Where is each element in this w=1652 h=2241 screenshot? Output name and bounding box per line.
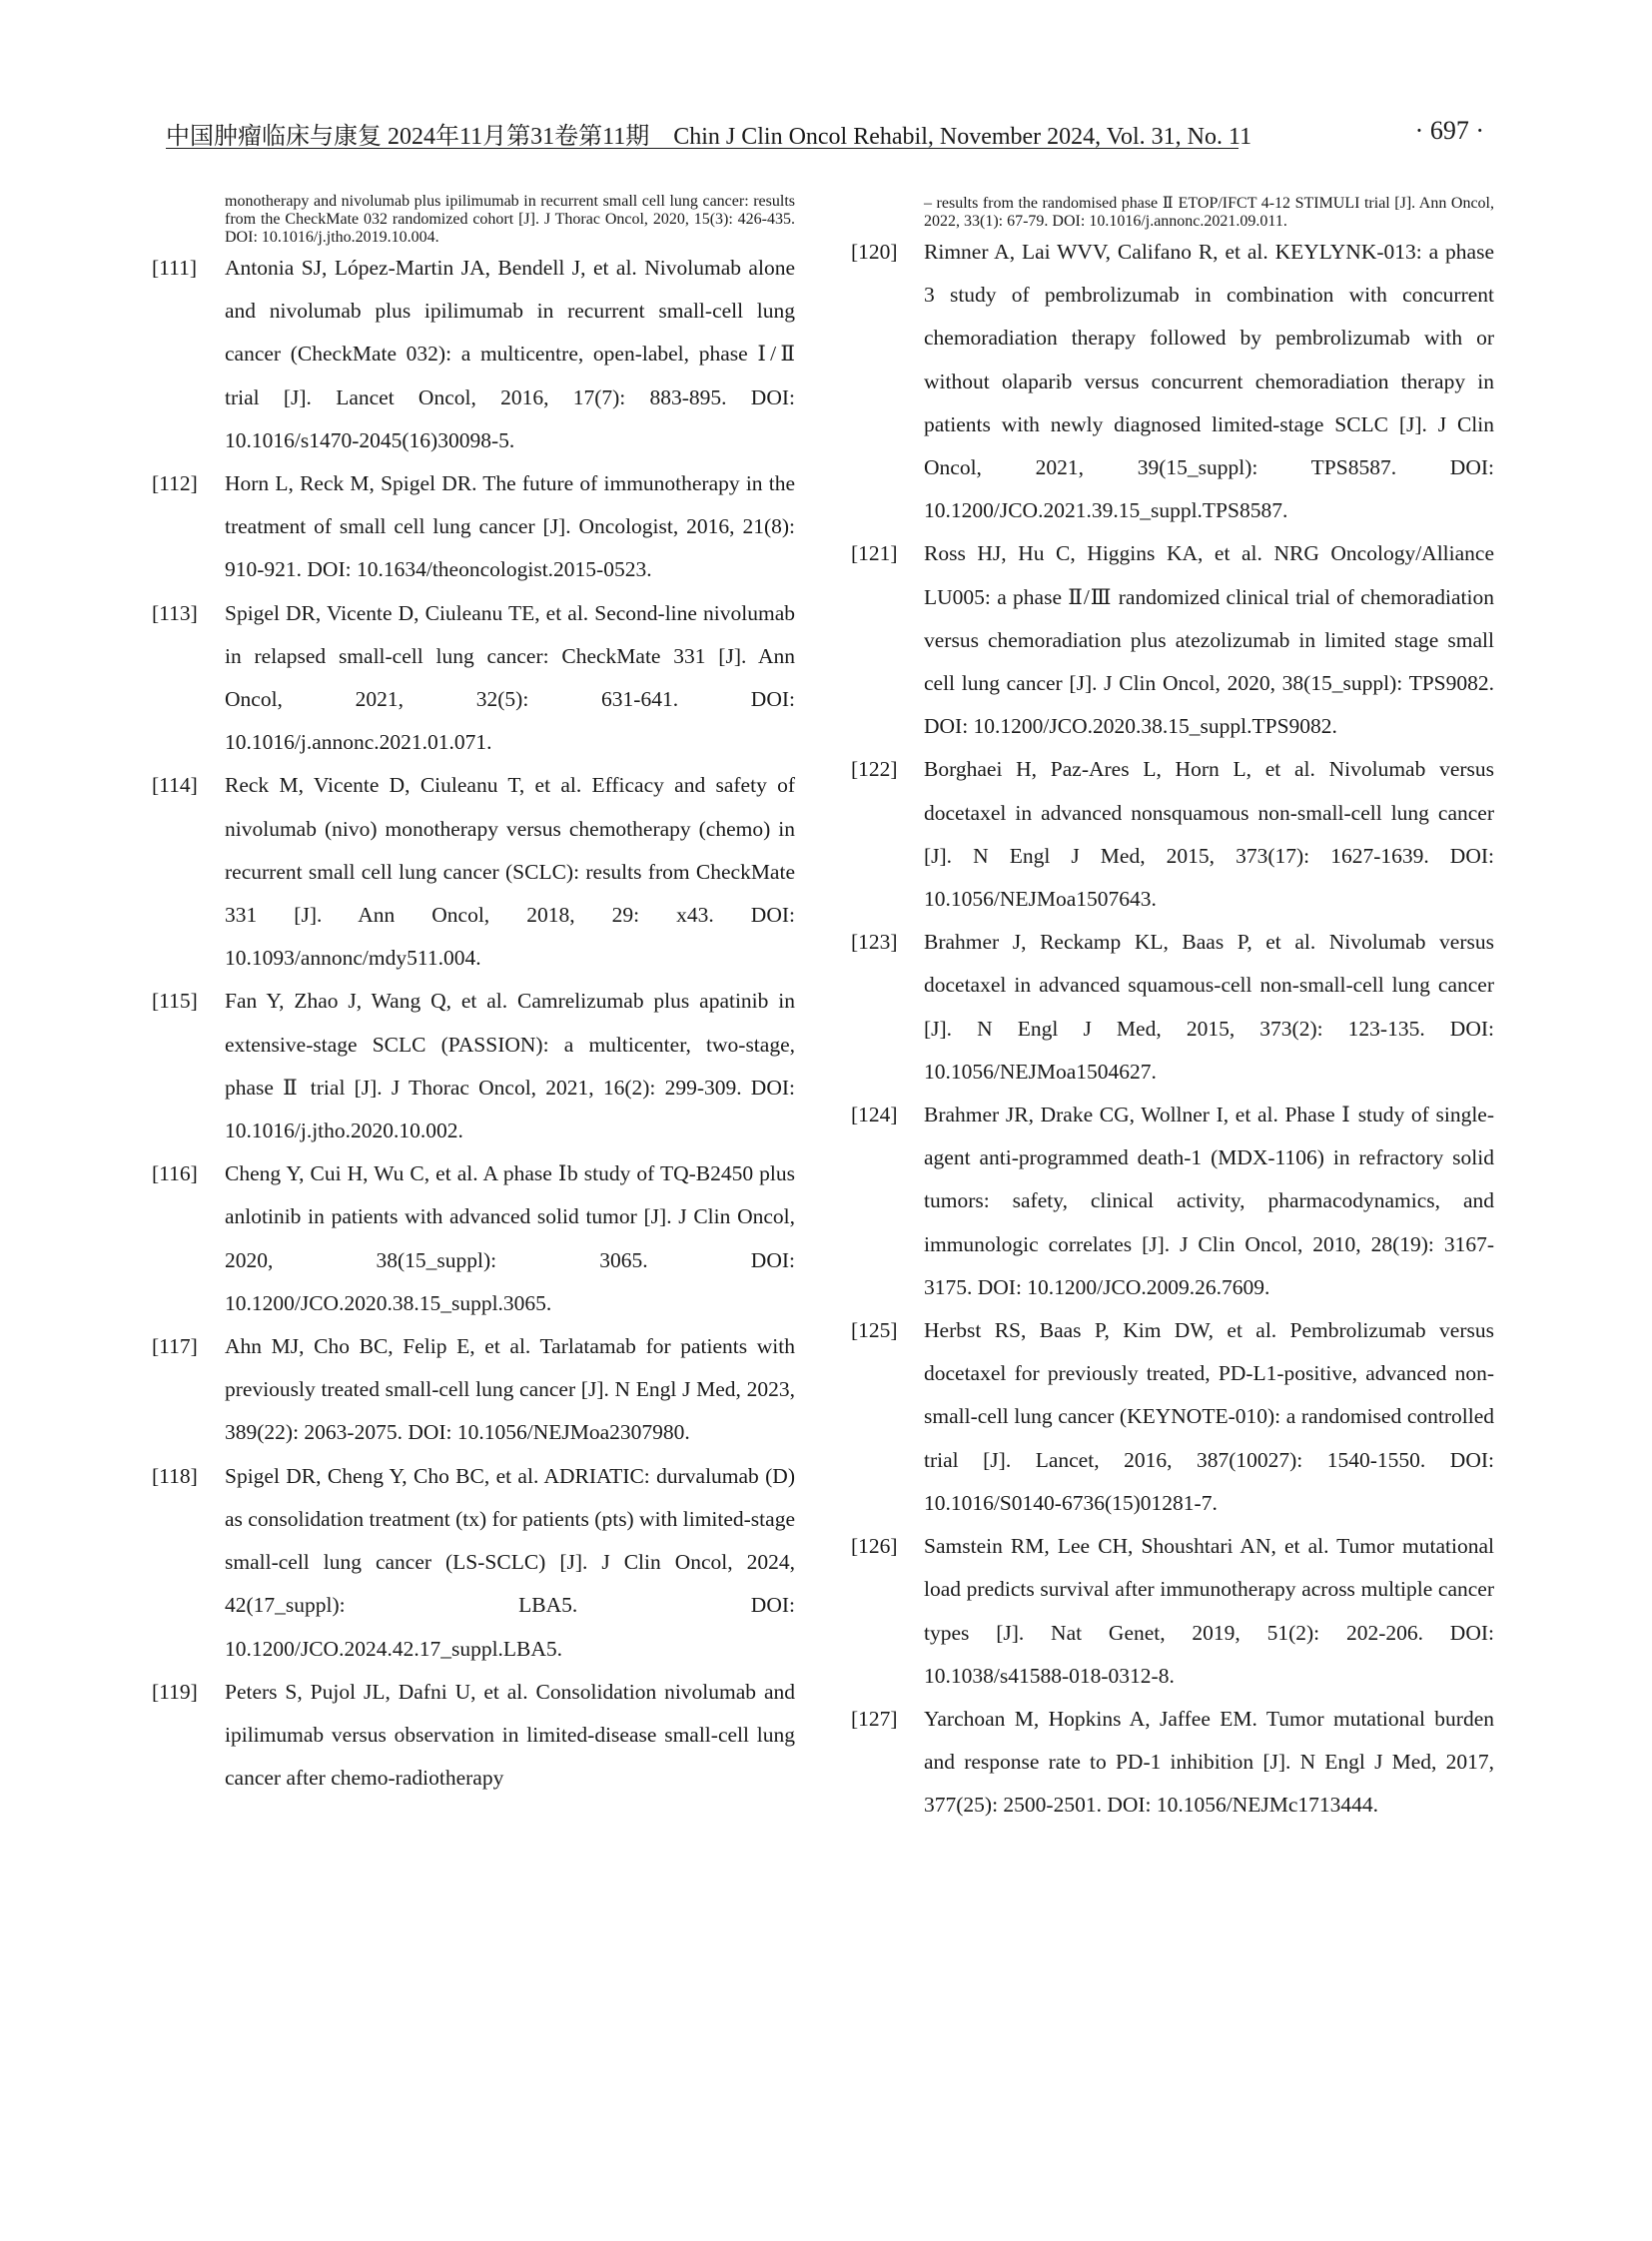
reference-number: [119] <box>152 1679 198 1704</box>
reference-125 <box>851 1309 1494 1525</box>
reference-126 <box>851 1525 1494 1698</box>
reference-number: [127] <box>851 1706 898 1731</box>
reference-114 <box>152 764 795 980</box>
right-column <box>851 193 1494 1828</box>
reference-text: Ross HJ, Hu C, Higgins KA, et al. NRG Oncology/Alliance LU005: a phase Ⅱ/Ⅲ randomized clinical trial of chemoradiation versus chemoradiation plus atezolizumab in limited stage small cell lung cancer [J]. J Clin Oncol, 2020, 38(15_suppl): TPS9082. DOI: 10.1200/JCO.2020.38.15_suppl.TPS9082. <box>924 541 1494 739</box>
reference-text: Antonia SJ, López-Martin JA, Bendell J, et al. Nivolumab alone and nivolumab plus ipilimumab in recurrent small-cell lung cancer (CheckMate 032): a multicentre, open-label, phase Ⅰ/Ⅱ trial [J]. Lancet Oncol, 2016, 17(7): 883-895. DOI: 10.1016/s1470-2045(16)30098-5. <box>225 256 795 452</box>
reference-number: [115] <box>152 989 198 1014</box>
reference-120 <box>851 231 1494 532</box>
reference-number: [121] <box>851 541 898 566</box>
reference-number: [112] <box>152 471 198 496</box>
reference-119 <box>152 1671 795 1801</box>
reference-123 <box>851 921 1494 1094</box>
reference-117 <box>152 1325 795 1455</box>
reference-122 <box>851 748 1494 921</box>
running-header <box>166 112 1484 152</box>
reference-text: Brahmer J, Reckamp KL, Baas P, et al. Nivolumab versus docetaxel in advanced squamous-cell non-small-cell lung cancer [J]. N Engl J Med, 2015, 373(2): 123-135. DOI: 10.1056/NEJMoa1504627. <box>924 930 1494 1084</box>
reference-127 <box>851 1698 1494 1828</box>
reference-number: [123] <box>851 930 898 955</box>
reference-text: Ahn MJ, Cho BC, Felip E, et al. Tarlatamab for patients with previously treated small-cell lung cancer [J]. N Engl J Med, 2023, 389(22): 2063-2075. DOI: 10.1056/NEJMoa2307980. <box>225 1334 795 1445</box>
reference-text: Spigel DR, Cheng Y, Cho BC, et al. ADRIATIC: durvalumab (D) as consolidation treatment (tx) for patients (pts) with limited-stage small-cell lung cancer (LS-SCLC) [J]. J Clin Oncol, 2024, 42(17_suppl): LBA5. DOI: 10.1200/JCO.2024.42.17_suppl.LBA5. <box>225 1463 795 1661</box>
reference-text: Horn L, Reck M, Spigel DR. The future of immunotherapy in the treatment of small cell lung cancer [J]. Oncologist, 2016, 21(8): 910-921. DOI: 10.1634/theoncologist.2015-0523. <box>225 471 795 582</box>
reference-text: Samstein RM, Lee CH, Shoushtari AN, et al. Tumor mutational load predicts survival after immunotherapy across multiple cancer types [J]. Nat Genet, 2019, 51(2): 202-206. DOI: 10.1038/s41588-018-0312-8. <box>924 1534 1494 1688</box>
reference-115 <box>152 980 795 1152</box>
header-rule <box>166 148 1239 149</box>
reference-number: [111] <box>152 256 197 280</box>
reference-number: [125] <box>851 1318 898 1343</box>
reference-number: [113] <box>152 600 198 625</box>
reference-text: Herbst RS, Baas P, Kim DW, et al. Pembrolizumab versus docetaxel for previously treated, PD-L1-positive, advanced non-small-cell lung cancer (KEYNOTE-010): a randomised controlled trial [J]. Lancet, 2016, 387(10027): 1540-1550. DOI: 10.1016/S0140-6736(15)01281-7. <box>924 1318 1494 1515</box>
reference-number: [122] <box>851 757 898 782</box>
reference-113 <box>152 592 795 765</box>
reference-text: Brahmer JR, Drake CG, Wollner I, et al. Phase Ⅰ study of single-agent anti-programmed death-1 (MDX-1106) in refractory solid tumors: safety, clinical activity, pharmacodynamics, and immunologic correlates [J]. J Clin Oncol, 2010, 28(19): 3167-3175. DOI: 10.1200/JCO.2009.26.7609. <box>924 1103 1494 1299</box>
reference-121 <box>851 532 1494 748</box>
reference-continuation: – results from the randomised phase Ⅱ ETOP/IFCT 4-12 STIMULI trial [J]. Ann Oncol, 2022, 33(1): 67-79. DOI: 10.1016/j.annonc.2021.09.011. <box>924 195 1494 230</box>
page-number: · 697 · <box>1414 116 1484 145</box>
reference-number: [120] <box>851 240 898 264</box>
reference-118 <box>152 1455 795 1671</box>
left-column <box>152 193 795 1800</box>
reference-number: [124] <box>851 1103 898 1127</box>
reference-text: Cheng Y, Cui H, Wu C, et al. A phase Ⅰb study of TQ-B2450 plus anlotinib in patients with advanced solid tumor [J]. J Clin Oncol, 2020, 38(15_suppl): 3065. DOI: 10.1200/JCO.2020.38.15_suppl.3065. <box>225 1161 795 1315</box>
reference-116 <box>152 1152 795 1325</box>
reference-text: Spigel DR, Vicente D, Ciuleanu TE, et al. Second-line nivolumab in relapsed small-cell lung cancer: CheckMate 331 [J]. Ann Oncol, 2021, 32(5): 631-641. DOI: 10.1016/j.annonc.2021.01.071. <box>225 600 795 755</box>
reference-text: Rimner A, Lai WVV, Califano R, et al. KEYLYNK-013: a phase 3 study of pembrolizumab in combination with concurrent chemoradiation therapy followed by pembrolizumab with or without olaparib versus concurrent chemoradiation therapy in patients with newly diagnosed limited-stage SCLC [J]. J Clin Oncol, 2021, 39(15_suppl): TPS8587. DOI: 10.1200/JCO.2021.39.15_suppl.TPS8587. <box>924 240 1494 523</box>
reference-text: Fan Y, Zhao J, Wang Q, et al. Camrelizumab plus apatinib in extensive-stage SCLC (PASSION): a multicenter, two-stage, phase Ⅱ trial [J]. J Thorac Oncol, 2021, 16(2): 299-309. DOI: 10.1016/j.jtho.2020.10.002. <box>225 989 795 1143</box>
reference-124 <box>851 1094 1494 1309</box>
reference-text: Reck M, Vicente D, Ciuleanu T, et al. Efficacy and safety of nivolumab (nivo) monotherapy versus chemotherapy (chemo) in recurrent small cell lung cancer (SCLC): results from CheckMate 331 [J]. Ann Oncol, 2018, 29: x43. DOI: 10.1093/annonc/mdy511.004. <box>225 773 795 971</box>
reference-text: Yarchoan M, Hopkins A, Jaffee EM. Tumor mutational burden and response rate to PD-1 inhibition [J]. N Engl J Med, 2017, 377(25): 2500-2501. DOI: 10.1056/NEJMc1713444. <box>924 1706 1494 1818</box>
reference-112 <box>152 462 795 592</box>
reference-111 <box>152 247 795 462</box>
reference-text: Borghaei H, Paz-Ares L, Horn L, et al. Nivolumab versus docetaxel in advanced nonsquamous non-small-cell lung cancer [J]. N Engl J Med, 2015, 373(17): 1627-1639. DOI: 10.1056/NEJMoa1507643. <box>924 757 1494 912</box>
reference-number: [114] <box>152 773 198 798</box>
reference-number: [116] <box>152 1161 198 1186</box>
reference-number: [118] <box>152 1463 198 1488</box>
reference-text: Peters S, Pujol JL, Dafni U, et al. Consolidation nivolumab and ipilimumab versus observation in limited-disease small-cell lung cancer after chemo-radiotherapy <box>225 1679 795 1791</box>
reference-number: [117] <box>152 1334 198 1359</box>
reference-number: [126] <box>851 1534 898 1559</box>
journal-header: 中国肿瘤临床与康复 2024年11月第31卷第11期 Chin J Clin Oncol Rehabil, November 2024, Vol. 31, No. 11 <box>166 124 1252 150</box>
reference-continuation: monotherapy and nivolumab plus ipilimumab in recurrent small cell lung cancer: results from the CheckMate 032 randomized cohort [J]. J Thorac Oncol, 2020, 15(3): 426-435. DOI: 10.1016/j.jtho.2019.10.004. <box>225 193 795 246</box>
